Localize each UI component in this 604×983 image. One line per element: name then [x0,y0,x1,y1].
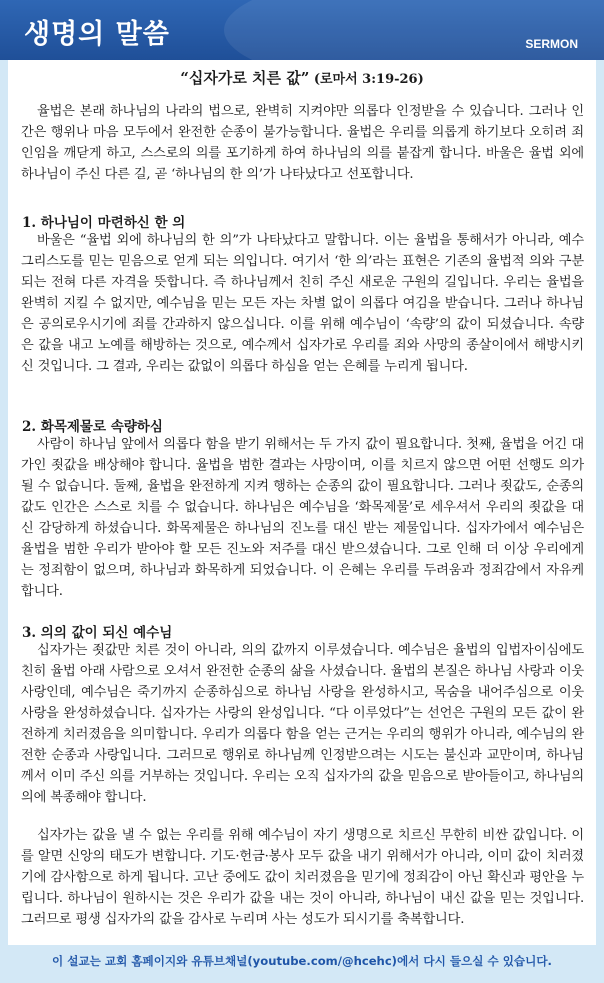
header-title: 생명의 말씀 [24,19,170,50]
scripture-reference: (로마서 3:19-26) [313,72,424,87]
conclusion-paragraph: 십자가는 값을 낼 수 없는 우리를 위해 예수님이 자기 생명으로 치르신 무한히 비싼 값입니다. 이를 알면 신앙의 태도가 변합니다. 기도·헌금·봉사 모두 값을 내기 위해서가 아니라, 이미 값이 치러졌기에 감사함으로 하게 됩니다. 고난 중에도 값이 치러졌음을 믿기에 정죄감이 아닌 확신과 평안을 누립니다. 하나님이 원하시는 것은 우리가 값을 내는 것이 아니라, 하나님이 내신 값을 믿는 것입니다. 그러므로 평생 십자가의 값을 감사로 누리며 사는 성도가 되시기를 축복합니다. [21,828,584,927]
section-3-heading: 3. 의의 값이 되신 예수님 [22,625,173,641]
header-decoration [224,0,604,60]
sermon-sheet [8,60,596,945]
footer-notice: 이 설교는 교회 홈페이지와 유튜브채널(youtube.com/@hcehc)에서 다시 들으실 수 있습니다. [52,954,552,968]
sermon-label: SERMON [525,37,578,51]
section-1-heading: 1. 하나님이 마련하신 한 의 [22,215,186,231]
section-3-body: 십자가는 죗값만 치른 것이 아니라, 의의 값까지 이루셨습니다. 예수님은 율법의 입법자이심에도 친히 율법 아래 사람으로 오셔서 완전한 순종의 삶을 사셨습니다. 율법의 본질은 하나님 사랑과 이웃 사랑인데, 예수님은 죽기까지 순종하심으로 하나님 사랑을 완성하시고, 목숨을 내어주심으로 이웃 사랑을 완성하셨습니다. 십자가는 사랑의 완성입니다. “다 이루었다”는 선언은 구원의 모든 값이 완전하게 치러졌음을 의미합니다. 우리가 의롭다 함을 얻는 근거는 우리의 행위가 아니라, 예수님의 완전한 순종과 사랑입니다. 그러므로 행위로 하나님께 인정받으려는 시도는 불신과 교만이며, 하나님께서 이미 주신 의를 거부하는 것입니다. 우리는 오직 십자가의 값을 믿음으로 받아들이고, 하나님의 의에 복종해야 합니다. [21,643,584,805]
section-2-body: 사람이 하나님 앞에서 의롭다 함을 받기 위해서는 두 가지 값이 필요합니다. 첫째, 율법을 어긴 대가인 죗값을 배상해야 합니다. 율법을 범한 결과는 사망이며, 이를 치르지 않으면 어떤 선행도 의가 될 수 없습니다. 둘째, 율법을 완전하게 지켜 행하는 순종의 값이 필요합니다. 그러나 죗값도, 순종의 값도 인간은 스스로 치를 수 없습니다. 하나님은 예수님을 ‘화목제물’로 세우셔서 우리의 죗값을 대신 감당하게 하셨습니다. 화목제물은 하나님의 진노를 대신 받는 제물입니다. 십자가에서 예수님은 율법을 범한 우리가 받아야 할 모든 진노와 저주를 대신 받으셨습니다. 그로 인해 더 이상 우리에게는 정죄함이 없으며, 하나님과 화목하게 되었습니다. 이 은혜는 우리를 두려움과 정죄감에서 자유케 합니다. [21,437,584,599]
section-1-body: 바울은 “율법 외에 하나님의 한 의”가 나타났다고 말합니다. 이는 율법을 통해서가 아니라, 예수 그리스도를 믿는 믿음으로 얻게 되는 의입니다. 여기서 ‘한 의’라는 표현은 기존의 율법적 의와 구분되는 전혀 다른 자격을 뜻합니다. 즉 하나님께서 친히 주신 새로운 구원의 길입니다. 우리는 율법을 완벽히 지킬 수 없지만, 예수님을 믿는 모든 자는 차별 없이 의롭다 여김을 받습니다. 그러나 하나님은 공의로우시기에 죄를 간과하지 않으십니다. 이를 위해 예수님이 ‘속량’의 값이 되셨습니다. 속량은 값을 내고 노예를 해방하는 것으로, 예수께서 십자가로 우리를 죄와 사망의 종살이에서 해방시키신 것입니다. 그 결과, 우리는 값없이 의롭다 하심을 얻는 은혜를 누리게 됩니다. [21,233,584,374]
intro-paragraph: 율법은 본래 하나님의 나라의 법으로, 완벽히 지켜야만 의롭다 인정받을 수 있습니다. 그러나 인간은 행위나 마음 모두에서 완전한 순종이 불가능합니다. 율법은 우리를 의롭게 하기보다 오히려 죄인임을 깨닫게 하고, 스스로의 의를 포기하게 하여 하나님의 의를 붙잡게 합니다. 바울은 율법 외에 하나님이 주신 다른 길, 곧 ‘하나님의 한 의’가 나타났다고 선포합니다. [21,104,584,182]
sermon-title-line [8,67,596,88]
section-2-heading: 2. 화목제물로 속량하심 [22,419,163,435]
sermon-title: “십자가로 치른 값” [180,69,310,87]
header-banner [0,0,604,60]
